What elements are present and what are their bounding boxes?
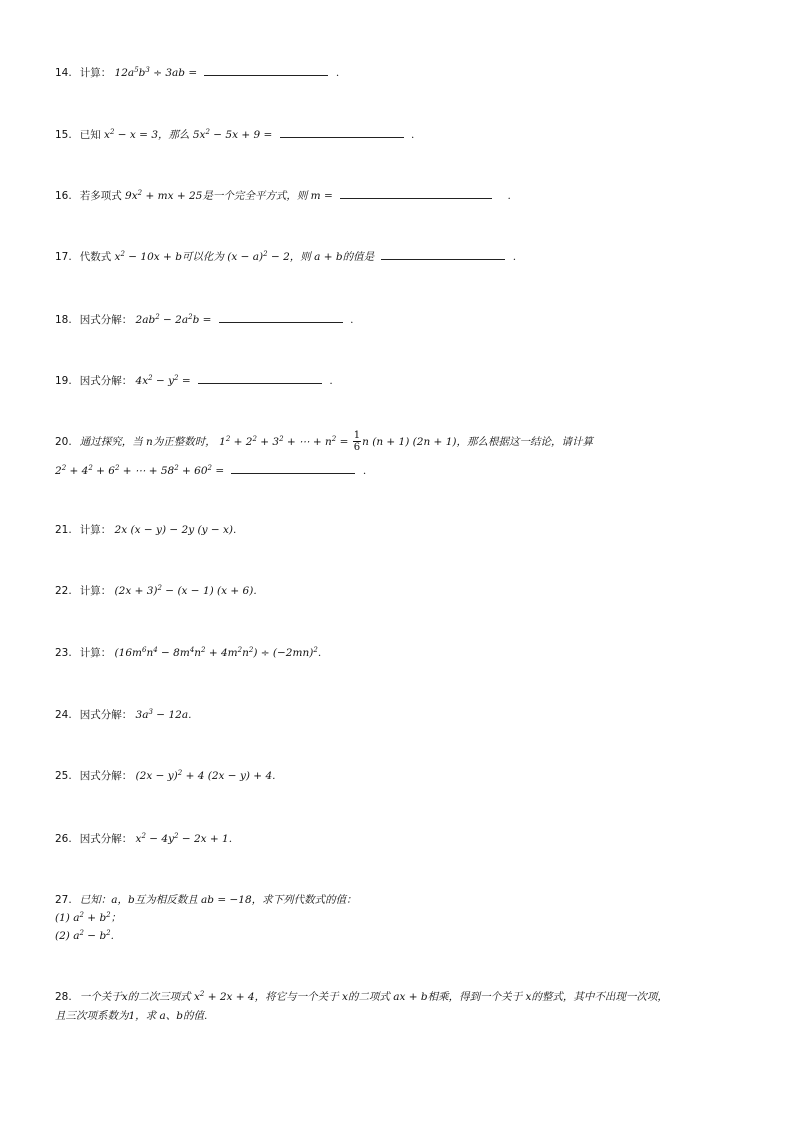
- question-number: 24.: [55, 709, 72, 721]
- answer-blank[interactable]: [219, 311, 343, 323]
- question-22: [55, 583, 257, 599]
- question-26: [55, 831, 232, 847]
- question-prefix: 因式分解：: [79, 314, 133, 326]
- question-expression: $9x^2$ + mx + 25是一个完全平方式，则 m =: [125, 189, 333, 202]
- question-line-1: 已知：a，b互为相反数且 ab = −18，求下列代数式的值：: [79, 894, 357, 906]
- answer-blank[interactable]: [280, 126, 404, 138]
- question-number: 16.: [55, 190, 72, 202]
- question-expression: $(2x - y)^2 + 4$ (2x − y) + 4.: [135, 769, 276, 782]
- question-expression: $(16m^6n^4 - 8m^4n^2 + 4m^2n^2) \div (-2mn)^2$.: [114, 646, 322, 659]
- question-prefix: 因式分解：: [79, 833, 133, 845]
- question-number: 27.: [55, 894, 72, 906]
- question-27-sub-2: [55, 928, 114, 944]
- question-end: .: [362, 465, 367, 477]
- question-28-line-2: [55, 1008, 207, 1024]
- question-expression: 2x (x − y) − 2y (y − x).: [114, 524, 237, 536]
- question-24: [55, 707, 191, 723]
- question-28: [55, 989, 668, 1005]
- question-prefix: 计算：: [79, 524, 112, 536]
- question-expression: $x^2 - x = 3$，那么 $5x^2 - 5x + 9$ =: [104, 128, 273, 141]
- question-number: 15.: [55, 129, 72, 141]
- question-end: .: [335, 67, 340, 79]
- question-expression: $12a^5b^3 \div 3ab$ =: [114, 66, 198, 79]
- question-number: 19.: [55, 375, 72, 387]
- question-expression: $3a^3 - 12a$.: [135, 708, 192, 721]
- question-prefix: 因式分解：: [79, 375, 133, 387]
- question-number: 22.: [55, 585, 72, 597]
- question-number: 17.: [55, 251, 72, 263]
- question-prefix: 因式分解：: [79, 770, 133, 782]
- question-16: [55, 187, 511, 204]
- question-20: [55, 430, 593, 453]
- question-number: 21.: [55, 524, 72, 536]
- question-line-1: 一个关于x的二次三项式 $x^2 + 2x + 4$，将它与一个关于 x的二项式 ax + b相乘，得到一个关于 x的整式，其中不出现一次项，: [79, 990, 668, 1003]
- question-20-line-2: [55, 462, 366, 479]
- question-expression: $x^2 - 4y^2 - 2x + 1$.: [135, 832, 233, 845]
- question-25: [55, 768, 275, 784]
- question-line-1: 通过探究，当 n为正整数时， $1^2 + 2^2 + 3^2$ + ⋯ + $n^2$ = $\frac{1}{6}$ n (n + 1) (2n + 1)，那么根据这一结论，请计算: [79, 430, 593, 453]
- question-end: .: [512, 251, 517, 263]
- question-23: [55, 645, 321, 661]
- question-prefix: 因式分解：: [79, 709, 133, 721]
- question-number: 20.: [55, 435, 72, 448]
- question-end: .: [329, 375, 333, 387]
- sub-question-1: (1) $a^2 + b^2$；: [55, 911, 122, 924]
- answer-blank[interactable]: [198, 372, 322, 384]
- question-prefix: 计算：: [79, 647, 112, 659]
- question-27: [55, 892, 357, 908]
- question-expression: $(2x + 3)^2 - (x - 1)$ (x + 6).: [114, 584, 257, 597]
- question-number: 14.: [55, 67, 72, 79]
- answer-blank[interactable]: [381, 248, 505, 260]
- question-prefix: 计算：: [79, 67, 112, 79]
- question-prefix: 计算：: [79, 585, 112, 597]
- question-prefix: 代数式: [79, 251, 112, 263]
- question-end: .: [350, 314, 354, 326]
- question-14: [55, 64, 339, 81]
- question-number: 28.: [55, 991, 72, 1003]
- question-17: [55, 248, 516, 265]
- question-18: [55, 311, 353, 328]
- question-expression: $2ab^2 - 2a^2b$ =: [135, 313, 212, 326]
- question-15: [55, 126, 414, 143]
- question-expression: $2^2 + 4^2 + 6^2$ + ⋯ + $58^2 + 60^2$ =: [55, 464, 225, 477]
- answer-blank[interactable]: [340, 187, 492, 199]
- question-21: [55, 522, 236, 538]
- question-number: 25.: [55, 770, 72, 782]
- question-end: .: [410, 129, 415, 141]
- question-expression: $4x^2 - y^2$ =: [135, 374, 191, 387]
- answer-blank[interactable]: [231, 462, 355, 474]
- answer-blank[interactable]: [204, 64, 328, 76]
- question-end: .: [507, 190, 511, 202]
- question-number: 18.: [55, 314, 72, 326]
- sub-question-2: (2) $a^2 - b^2$.: [55, 929, 114, 942]
- question-27-sub-1: [55, 910, 121, 926]
- question-19: [55, 372, 333, 389]
- question-number: 26.: [55, 833, 72, 845]
- question-line-2: 且三次项系数为1，求 a、b的值.: [55, 1010, 208, 1022]
- question-expression: $x^2 - 10x + b$可以化为 $(x - a)^2 - 2$，则 a + b的值是: [114, 250, 375, 263]
- question-prefix: 已知: [79, 129, 101, 141]
- question-prefix: 若多项式: [79, 190, 122, 202]
- question-number: 23.: [55, 647, 72, 659]
